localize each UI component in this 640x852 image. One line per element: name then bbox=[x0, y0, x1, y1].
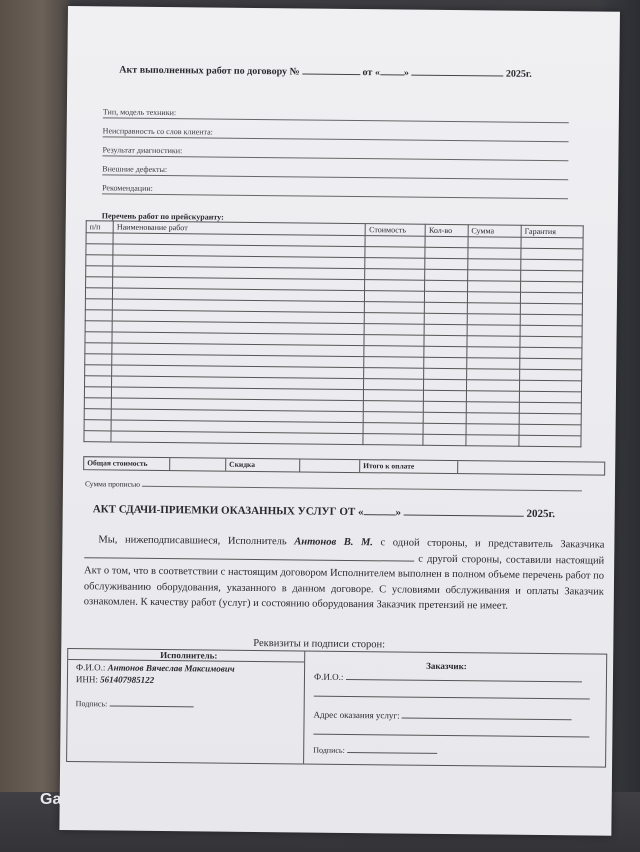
table-cell[interactable] bbox=[519, 380, 581, 392]
table-cell[interactable] bbox=[364, 423, 424, 435]
table-cell[interactable] bbox=[364, 368, 424, 380]
table-cell[interactable] bbox=[364, 357, 424, 369]
para-part1: Мы, нижеподписавшиеся, Исполнитель bbox=[98, 534, 295, 548]
document-title bbox=[119, 65, 532, 80]
title-year: 2025г. bbox=[505, 68, 532, 80]
para-executor-name: Антонов В. М. bbox=[294, 536, 374, 549]
table-cell[interactable] bbox=[468, 237, 521, 249]
works-table bbox=[83, 220, 583, 447]
table-cell[interactable] bbox=[365, 247, 425, 259]
col-qty: Кол-во bbox=[425, 224, 468, 236]
field-device-model-line[interactable] bbox=[103, 117, 569, 123]
customer-fio-line[interactable] bbox=[346, 679, 582, 682]
field-diagnostics: Результат диагностики: bbox=[102, 145, 183, 156]
works-table-body bbox=[84, 233, 583, 447]
field-diagnostics-line[interactable] bbox=[102, 155, 568, 161]
sum-in-words bbox=[85, 479, 582, 493]
table-cell[interactable] bbox=[467, 259, 520, 271]
table-cell[interactable] bbox=[86, 266, 113, 277]
field-external-defects: Внешние дефекты: bbox=[102, 164, 168, 175]
total-cost-label: Общая стоимость bbox=[84, 457, 170, 470]
table-cell[interactable] bbox=[85, 332, 112, 343]
table-cell[interactable] bbox=[466, 424, 519, 436]
act-title bbox=[93, 503, 555, 520]
table-cell[interactable] bbox=[365, 269, 425, 281]
title-from: от « bbox=[362, 67, 380, 79]
field-recommendations: Рекомендации: bbox=[102, 183, 153, 193]
table-cell[interactable] bbox=[467, 270, 520, 282]
discount-label: Скидка bbox=[226, 459, 300, 472]
table-cell[interactable] bbox=[424, 335, 467, 346]
customer-sign bbox=[313, 746, 437, 756]
table-cell[interactable] bbox=[519, 413, 581, 425]
table-cell[interactable] bbox=[466, 402, 519, 414]
table-cell[interactable] bbox=[519, 424, 581, 436]
table-cell[interactable] bbox=[467, 336, 520, 348]
customer-rep-line[interactable] bbox=[84, 547, 414, 561]
table-cell[interactable] bbox=[84, 409, 111, 420]
table-cell[interactable] bbox=[85, 376, 112, 387]
act-year: 2025г. bbox=[526, 507, 556, 521]
table-cell[interactable] bbox=[85, 365, 112, 376]
table-cell[interactable] bbox=[365, 291, 425, 303]
total-cost-value[interactable] bbox=[170, 458, 226, 471]
table-cell[interactable] bbox=[425, 269, 468, 280]
table-cell[interactable] bbox=[466, 358, 519, 370]
table-cell[interactable] bbox=[424, 346, 467, 357]
table-cell[interactable] bbox=[520, 303, 582, 315]
table-cell[interactable] bbox=[423, 434, 466, 445]
table-cell[interactable] bbox=[519, 391, 581, 403]
executor-inn-label: ИНН: bbox=[75, 674, 99, 685]
field-device-model: Тип, модель техники: bbox=[102, 107, 177, 118]
table-cell[interactable] bbox=[86, 255, 113, 266]
table-cell[interactable] bbox=[468, 248, 521, 260]
table-cell[interactable] bbox=[521, 237, 583, 249]
customer-address-line[interactable] bbox=[402, 718, 572, 721]
sum-in-words-line[interactable] bbox=[142, 486, 582, 492]
table-cell[interactable] bbox=[364, 401, 424, 413]
to-pay-value[interactable] bbox=[458, 461, 604, 475]
table-cell[interactable] bbox=[467, 347, 520, 359]
table-cell[interactable] bbox=[466, 391, 519, 403]
table-cell[interactable] bbox=[84, 431, 111, 442]
table-cell[interactable] bbox=[85, 288, 112, 299]
table-cell[interactable] bbox=[86, 277, 113, 288]
customer-sign-line[interactable] bbox=[347, 752, 437, 754]
table-cell[interactable] bbox=[520, 369, 582, 381]
table-cell[interactable] bbox=[84, 387, 111, 398]
table-cell[interactable] bbox=[467, 303, 520, 315]
col-sum: Сумма bbox=[468, 225, 521, 238]
discount-value[interactable] bbox=[300, 459, 360, 472]
table-cell[interactable] bbox=[425, 291, 468, 302]
table-cell[interactable] bbox=[423, 423, 466, 434]
title-text: Акт выполненных работ по договору № bbox=[119, 64, 300, 78]
act-paragraph bbox=[84, 532, 605, 614]
requisites-title: Реквизиты и подписи сторон: bbox=[253, 637, 386, 651]
customer-fio-line2[interactable] bbox=[314, 696, 590, 700]
table-cell[interactable] bbox=[520, 314, 582, 326]
customer-address-line2[interactable] bbox=[313, 734, 589, 738]
table-cell[interactable] bbox=[520, 336, 582, 348]
table-cell[interactable] bbox=[365, 302, 425, 314]
executor-fio-label: Ф.И.О.: bbox=[76, 662, 106, 673]
executor-sign-line[interactable] bbox=[109, 705, 193, 707]
col-number: п/п bbox=[86, 221, 113, 233]
field-fault: Неисправность со слов клиента: bbox=[102, 126, 213, 137]
camera-watermark: Galaxy A23 bbox=[40, 791, 126, 808]
table-cell[interactable] bbox=[84, 398, 111, 409]
table-cell[interactable] bbox=[424, 390, 467, 401]
executor-inn-value: 561407985122 bbox=[100, 674, 155, 685]
table-cell[interactable] bbox=[520, 325, 582, 337]
table-cell[interactable] bbox=[86, 244, 113, 255]
executor-header: Исполнитель: bbox=[160, 650, 218, 661]
to-pay-label: Итого к оплате bbox=[360, 460, 458, 473]
table-cell[interactable] bbox=[425, 302, 468, 313]
table-cell[interactable] bbox=[365, 258, 425, 270]
table-cell[interactable] bbox=[364, 379, 424, 391]
table-cell[interactable] bbox=[424, 401, 467, 412]
field-external-defects-line[interactable] bbox=[102, 174, 568, 180]
table-cell[interactable] bbox=[466, 413, 519, 425]
act-quote-close: » bbox=[395, 506, 402, 519]
table-cell[interactable] bbox=[424, 324, 467, 335]
title-quote-close: » bbox=[403, 67, 409, 79]
table-cell[interactable] bbox=[466, 369, 519, 381]
executor-sign bbox=[76, 699, 194, 709]
table-cell[interactable] bbox=[84, 420, 111, 431]
col-name: Наименование работ bbox=[113, 221, 365, 236]
table-cell[interactable] bbox=[365, 313, 425, 325]
customer-address-label: Адрес оказания услуг: bbox=[313, 709, 400, 721]
table-cell[interactable] bbox=[467, 325, 520, 337]
table-cell[interactable] bbox=[365, 236, 425, 248]
table-cell[interactable] bbox=[520, 358, 582, 370]
table-cell[interactable] bbox=[86, 233, 113, 244]
paper-sheet bbox=[59, 6, 620, 836]
table-cell[interactable] bbox=[425, 280, 468, 291]
para-part2: с одной стороны, и представитель Заказчика bbox=[372, 537, 605, 551]
table-cell[interactable] bbox=[521, 270, 583, 282]
col-cost: Стоимость bbox=[366, 224, 426, 237]
table-cell[interactable] bbox=[467, 292, 520, 304]
table-cell[interactable] bbox=[363, 434, 423, 446]
table-cell[interactable] bbox=[424, 368, 467, 379]
table-cell[interactable] bbox=[85, 354, 112, 365]
executor-sign-label: Подпись: bbox=[75, 699, 108, 709]
requisites-box bbox=[66, 648, 607, 768]
table-cell[interactable] bbox=[521, 259, 583, 271]
table-cell[interactable] bbox=[85, 310, 112, 321]
table-cell[interactable] bbox=[424, 357, 467, 368]
table-cell[interactable] bbox=[365, 280, 425, 292]
table-cell[interactable] bbox=[111, 431, 363, 445]
table-cell[interactable] bbox=[519, 402, 581, 414]
table-cell[interactable] bbox=[423, 412, 466, 423]
customer-fio bbox=[314, 672, 582, 685]
table-cell[interactable] bbox=[520, 347, 582, 359]
executor-fio bbox=[76, 662, 235, 674]
executor-fio-value: Антонов Вячеслав Максимович bbox=[107, 662, 235, 674]
table-cell[interactable] bbox=[519, 435, 581, 447]
customer-sign-label: Подпись: bbox=[313, 745, 345, 755]
table-cell[interactable] bbox=[521, 281, 583, 293]
table-cell[interactable] bbox=[424, 313, 467, 324]
customer-fio-label: Ф.И.О.: bbox=[313, 671, 344, 682]
table-cell[interactable] bbox=[364, 390, 424, 402]
executor-inn bbox=[76, 674, 154, 685]
sum-in-words-label: Сумма прописью bbox=[84, 479, 141, 489]
table-cell[interactable] bbox=[85, 321, 112, 332]
table-cell[interactable] bbox=[466, 435, 519, 447]
table-cell[interactable] bbox=[364, 346, 424, 358]
table-cell[interactable] bbox=[467, 281, 520, 293]
table-cell[interactable] bbox=[364, 412, 424, 424]
works-title: Перечень работ по прейскуранту: bbox=[101, 211, 224, 222]
para-part3: с другой стороны, составили настоящий Акт о том, что в соответствии с настоящим договором Исполнителем выполнен в полном объеме перечень работ по обслуживанию оборудования, указанного в данном договоре. С условиями обслуживания и оплаты Заказчик ознакомлен. К качеству работ (услуг) и состоянию оборудования Заказчик претензий не имеет. bbox=[83, 553, 605, 612]
table-cell[interactable] bbox=[365, 324, 425, 336]
customer-header: Заказчик: bbox=[426, 660, 467, 672]
requisites-divider bbox=[303, 652, 305, 764]
table-cell[interactable] bbox=[425, 247, 468, 258]
table-cell[interactable] bbox=[424, 379, 467, 390]
field-fault-line[interactable] bbox=[103, 136, 569, 142]
table-cell[interactable] bbox=[520, 292, 582, 304]
table-cell[interactable] bbox=[85, 299, 112, 310]
table-cell[interactable] bbox=[425, 236, 468, 247]
table-cell[interactable] bbox=[521, 248, 583, 260]
table-cell[interactable] bbox=[467, 314, 520, 326]
table-cell[interactable] bbox=[425, 258, 468, 269]
field-recommendations-line[interactable] bbox=[102, 193, 568, 199]
act-title-text: АКТ СДАЧИ-ПРИЕМКИ ОКАЗАННЫХ УСЛУГ ОТ « bbox=[92, 503, 364, 519]
totals-row bbox=[83, 456, 605, 475]
col-warranty: Гарантия bbox=[521, 225, 583, 238]
customer-address bbox=[314, 710, 572, 723]
table-cell[interactable] bbox=[85, 343, 112, 354]
table-cell[interactable] bbox=[364, 335, 424, 347]
table-cell[interactable] bbox=[466, 380, 519, 392]
